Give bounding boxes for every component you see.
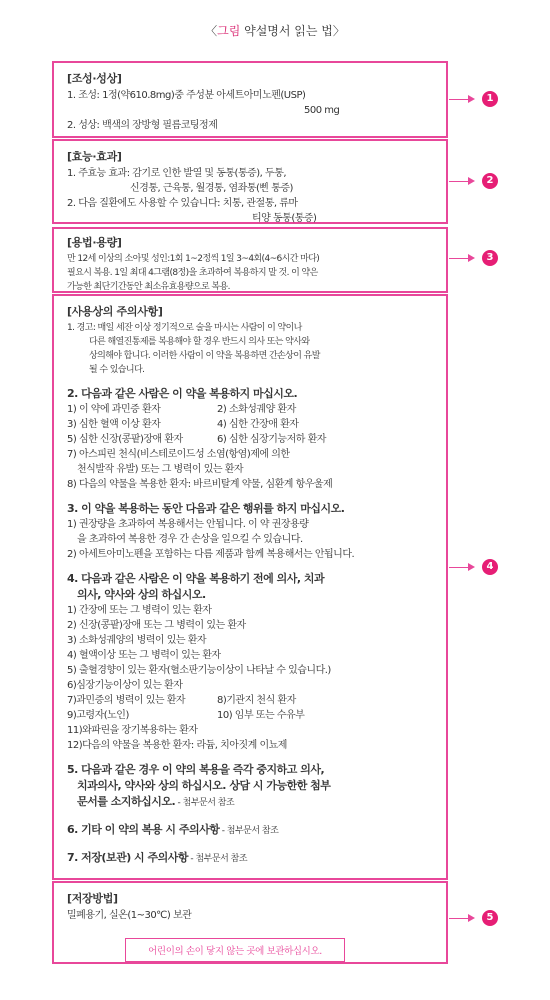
composition-heading: [조성·성상] <box>67 72 122 85</box>
section-title: 7. 저장(보관) 시 주의사항 - 첨부문서 참조 <box>67 851 248 864</box>
section-title: 6. 기타 이 약의 복용 시 주의사항 - 첨부문서 참조 <box>67 823 279 836</box>
precautions-heading: [사용상의 주의사항] <box>67 305 163 318</box>
efficacy-line: 2. 다음 질환에도 사용할 수 있습니다: 치통, 관절통, 류마 <box>67 198 298 209</box>
list-item: 7) 아스피린 천식(비스테로이드성 소염(항염)제에 의한 <box>67 449 290 460</box>
callout-number: 2 <box>482 173 498 189</box>
callout-number: 4 <box>482 559 498 575</box>
list-item: 7)과민증의 병력이 있는 환자 8)기관지 천식 환자 <box>67 695 296 706</box>
dosage-line: 만 12세 이상의 소아및 성인:1회 1~2정씩 1일 3~4회(4~6시간 마다) <box>67 254 320 264</box>
dosage-box <box>52 227 448 293</box>
list-item: 을 초과하여 복용한 경우 간 손상을 일으킬 수 있습니다. <box>77 534 303 545</box>
callout-number: 3 <box>482 250 498 266</box>
list-item: 2) 신장(콩팥)장애 또는 그 병력이 있는 환자 <box>67 620 246 631</box>
efficacy-line: 티양 동통(통증) <box>252 213 317 224</box>
efficacy-line: 신경통, 근육통, 월경통, 염좌통(삔 통증) <box>130 183 293 194</box>
storage-box <box>52 881 448 964</box>
figure-title: 〈그림 약설명서 읽는 법〉 <box>205 24 345 38</box>
dosage-line: 가능한 최단기간동안 최소유효용량으로 복용. <box>67 282 230 292</box>
warning-line: 될 수 있습니다. <box>89 365 145 375</box>
composition-line: 1. 조성: 1정(약610.8mg)중 주성분 아세트아미노펜(USP) <box>67 90 306 101</box>
section-title: 3. 이 약을 복용하는 동안 다음과 같은 행위를 하지 마십시오. <box>67 502 345 515</box>
callout-arrow <box>449 567 473 568</box>
list-item: 1) 이 약에 과민증 환자 2) 소화성궤양 환자 <box>67 404 296 415</box>
list-item: 5) 출혈경향이 있는 환자(혈소판기능이상이 나타날 수 있습니다.) <box>67 665 331 676</box>
figure-title-accent: 그림 <box>217 24 241 38</box>
list-item: 4) 혈액이상 또는 그 병력이 있는 환자 <box>67 650 221 661</box>
list-item: 11)와파린을 장기복용하는 환자 <box>67 725 198 736</box>
section-title: 치과의사, 약사와 상의 하십시오. 상담 시 가능한한 첨부 <box>77 779 331 792</box>
dosage-heading: [용법·용량] <box>67 236 122 249</box>
reference-note: - 첨부문서 참조 <box>219 826 279 836</box>
warning-line: 다른 해열진통제를 복용해야 할 경우 반드시 의사 또는 약사와 <box>89 337 310 347</box>
efficacy-heading: [효능·효과] <box>67 150 122 163</box>
precautions-box <box>52 294 448 880</box>
warning-line: 1. 경고: 매일 세잔 이상 정기적으로 술을 마시는 사람이 이 약이나 <box>67 323 302 333</box>
warning-line: 상의해야 합니다. 이러한 사람이 이 약을 복용하면 간손상이 유발 <box>89 351 320 361</box>
section-title: 5. 다음과 같은 경우 이 약의 복용을 즉각 중지하고 의사, <box>67 763 325 776</box>
storage-line: 밀폐용기, 실온(1~30℃) 보관 <box>67 910 192 921</box>
section-title: 의사, 약사와 상의 하십시오. <box>77 588 206 601</box>
child-warning: 어린이의 손이 닿지 않는 곳에 보관하십시오. <box>125 938 345 962</box>
composition-line: 500 mg <box>304 105 340 116</box>
callout-number: 1 <box>482 91 498 107</box>
list-item: 6)심장기능이상이 있는 환자 <box>67 680 183 691</box>
callout-arrow <box>449 181 473 182</box>
reference-note: - 첨부문서 참조 <box>188 854 248 864</box>
list-item: 1) 권장량을 초과하여 복용해서는 안됩니다. 이 약 권장용량 <box>67 519 309 530</box>
list-item: 12)다음의 약물을 복용한 환자: 라듐, 치아짓계 이뇨제 <box>67 740 287 751</box>
list-item: 5) 심한 신장(콩팥)장애 환자 6) 심한 심장기능저하 환자 <box>67 434 326 445</box>
section-title: 문서를 소지하십시오. - 첨부문서 참조 <box>77 795 235 808</box>
callout-arrow <box>449 258 473 259</box>
list-item: 9)고령자(노인) 10) 임부 또는 수유부 <box>67 710 305 721</box>
composition-line: 2. 성상: 백색의 장방형 필름코팅정제 <box>67 120 218 131</box>
dosage-line: 필요시 복용. 1일 최대 4그램(8정)을 초과하여 복용하지 말 것. 이 약은 <box>67 268 318 278</box>
efficacy-line: 1. 주효능 효과: 감기로 인한 발열 및 동통(통증), 두통, <box>67 168 287 179</box>
list-item: 3) 심한 혈액 이상 환자 4) 심한 간장애 환자 <box>67 419 299 430</box>
list-item: 3) 소화성궤양의 병력이 있는 환자 <box>67 635 207 646</box>
list-item: 8) 다음의 약물을 복용한 환자: 바르비탈계 약물, 심환계 항우울제 <box>67 479 333 490</box>
callout-arrow <box>449 99 473 100</box>
callout-number: 5 <box>482 910 498 926</box>
reference-note: - 첨부문서 참조 <box>175 798 235 808</box>
storage-heading: [저장방법] <box>67 892 118 905</box>
efficacy-box <box>52 139 448 224</box>
section-title: 2. 다음과 같은 사람은 이 약을 복용하지 마십시오. <box>67 387 298 400</box>
list-item: 2) 아세트아미노펜을 포함하는 다름 제품과 함께 복용해서는 안됩니다. <box>67 549 355 560</box>
list-item: 천식발작 유발) 또는 그 병력이 있는 환자 <box>77 464 244 475</box>
list-item: 1) 간장에 또는 그 병력이 있는 환자 <box>67 605 212 616</box>
section-title: 4. 다음과 같은 사람은 이 약을 복용하기 전에 의사, 치과 <box>67 572 325 585</box>
composition-box <box>52 61 448 138</box>
callout-arrow <box>449 918 473 919</box>
